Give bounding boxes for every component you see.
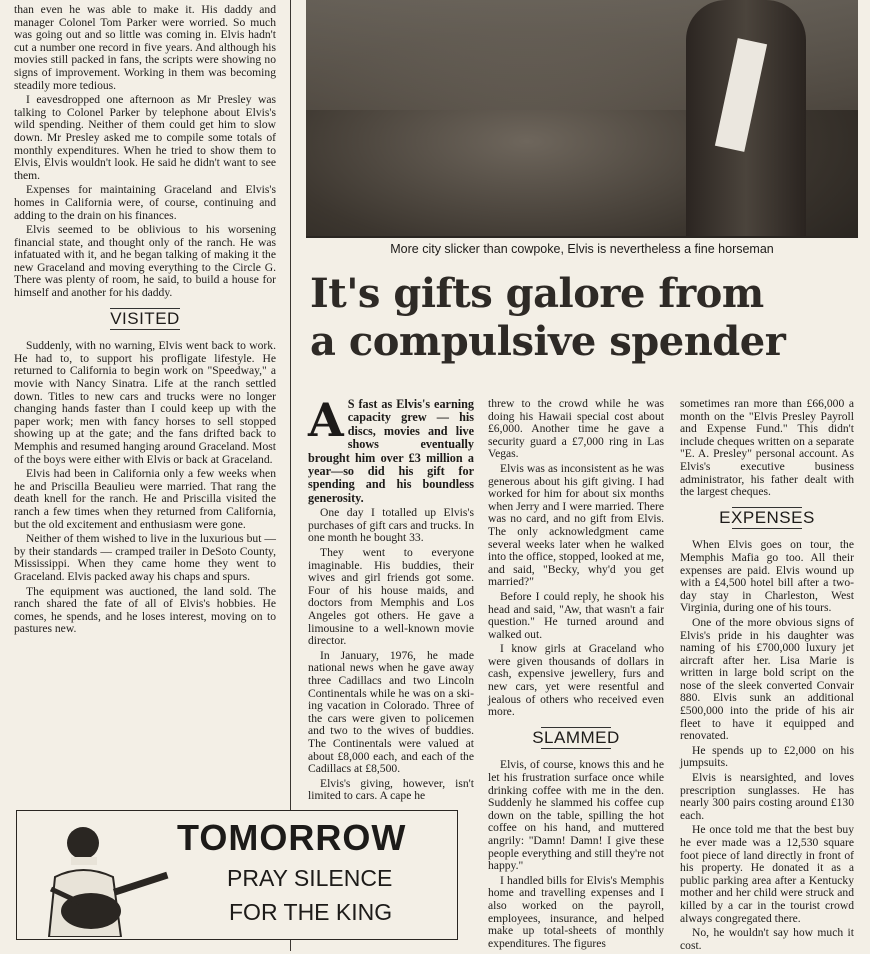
article-column-1 [14, 4, 276, 638]
column-divider [290, 0, 291, 951]
lead-text: S fast as Elvis's earning capacity grew — his discs, movies and live shows eventually brought him over £3 million a year—so did his gift for spending and his boundless generosity. [308, 397, 474, 505]
paragraph: Elvis had been in California only a few weeks when he and Priscilla Beaulieu were married. That rang the death knell for the ranch. He and Priscilla visited the ranch a few times when they returned from California, but the old excitement and enthusiasm were gone. [14, 467, 276, 531]
lead-paragraph [308, 393, 474, 505]
subhead-rule [110, 329, 180, 330]
paragraph: sometimes ran more than £66,000 a month on the "Elvis Presley Payroll and Expense Fund." This didn't include cheques written on a separate "E. A. Presley" personal account. As Elvis's executive business administrator, his father dealt with the largest cheques. [680, 397, 854, 499]
paragraph: In January, 1976, he made national news when he gave away three Cadillacs and two Lincoln Continentals while he was on a ski-ing vacation in Colorado. Three of the cars were given to policemen and two to the wives of buddies. The Continentals were valued at about £8,000 each, and each of the Cadillacs at £8,500. [308, 648, 474, 776]
paragraph: Before I could reply, he shook his head and said, "Aw, that wasn't a fair question." He turned around and walked out. [488, 589, 664, 641]
subhead-label: SLAMMED [532, 727, 620, 747]
paragraph: He spends up to £2,000 on his jumpsuits. [680, 743, 854, 770]
paragraph: Elvis, of course, knows this and he let his frustration surface once while drinking coffee with me in the den. Suddenly he slammed his coffee cup down on the table, spilling the hot coffee on his hand, and muttered angrily: "Damn! Damn! I give these people everything and still they're not happy." [488, 758, 664, 873]
paragraph: threw to the crowd while he was doing his Hawaii special cost about £6,000. Another time he gave a security guard a £7,000 ring in Las Vegas. [488, 397, 664, 461]
article-column-2 [308, 393, 474, 805]
subhead-label: EXPENSES [719, 507, 815, 527]
paragraph: One of the more obvious signs of Elvis's pride in his daughter was naming of his £700,000 luxury jet aircraft after her. Lisa Marie is written in large bold script on the nose of the sleek converted Convair 880. Elvis sunk an additional £500,000 into the pride of his air fleet to have it equipped and renovated. [680, 615, 854, 743]
paragraph: I know girls at Graceland who were given thousands of dollars in cash, expensive jewellery, furs and new cars, yet were resentful and jealous of others who received even more. [488, 642, 664, 719]
paragraph: Elvis was as inconsistent as he was generous about his gift giving. I had worked for him for about six months when Jerry and I were married. There was no card, and no gift from Elvis. The only acknowledgment came several weeks later when he walked into the office, stopped, looked at me, and said, "Becky, why'd you get married?" [488, 461, 664, 589]
subhead-label: VISITED [110, 308, 180, 328]
paragraph: The equipment was auctioned, the land sold. The ranch shared the fate of all of Elvis's hobbies. He comes, he spends, and he loses interest, moving on to pastures new. [14, 584, 276, 636]
drop-cap: A [308, 393, 344, 447]
paragraph: Elvis is nearsighted, and loves prescription sunglasses. He has nearly 300 pairs costing around £130 each. [680, 771, 854, 822]
paragraph: Neither of them wished to live in the luxurious but — by their standards — cramped trailer in DeSoto County, Mississippi. When they came home they went to Graceland. Elvis packed away his chaps and spurs. [14, 532, 276, 583]
paragraph: Elvis's giving, however, isn't limited to cars. A cape he [308, 776, 474, 803]
subhead-rule [732, 528, 802, 529]
headline-line-2: a compulsive spender [310, 318, 786, 365]
subhead-rule [541, 748, 611, 749]
paragraph: One day I totalled up Elvis's purchases of gift cars and trucks. In one month he bought 33. [308, 506, 474, 545]
paragraph: Expenses for maintaining Graceland and Elvis's homes in California were, of course, continuing and adding to the drain on his finances. [14, 183, 276, 222]
headline-line-1: It's gifts galore from [310, 270, 764, 317]
paragraph: No, he wouldn't say how much it cost. [680, 926, 854, 952]
paragraph: They went to everyone imaginable. His buddies, their wives and girl friends got some. Four of his house maids, and doctors from Memphis and Los Angeles got others. He gave a limousine to a well-known movie director. [308, 546, 474, 648]
subhead-expenses [680, 507, 854, 530]
subhead-visited [14, 308, 276, 331]
horseman-photo [306, 0, 858, 238]
paragraph: I eavesdropped one afternoon as Mr Presley was talking to Colonel Parker by telephone about Elvis's wild spending. Neither of them could get him to slow down. Mr Presley asked me to compile some totals of monthly expenditures. When he tried to show them to Elvis, Elvis wouldn't look. He said he didn't want to see them. [14, 93, 276, 182]
subhead-slammed [488, 727, 664, 750]
tomorrow-promo-box [16, 810, 458, 940]
guitarist-illustration [21, 819, 171, 937]
article-column-4 [680, 398, 854, 954]
promo-title: TOMORROW [177, 817, 407, 858]
paragraph: When Elvis goes on tour, the Memphis Mafia go too. All their expenses are paid. Elvis wound up with a £4,500 hotel bill after a two-day stay in Charleston, West Virginia, during one of his tours. [680, 538, 854, 615]
article-column-3 [488, 398, 664, 952]
paragraph: than even he was able to make it. His daddy and manager Colonel Tom Parker were worried. So much was going out and so little was coming in. Elvis hadn't cut a number one record in five years. And although his movies still packed in fans, the scripts were showing no signs of improvement. Working in them was becoming steadily more tedious. [14, 3, 276, 92]
paragraph: He once told me that the best buy he ever made was a 12,530 square foot piece of land directly in front of his property. He donated it as a public parking area after a Kentucky mother and her child were struck and killed by a car in the tourist crowd always congregated there. [680, 823, 854, 925]
paragraph: Elvis seemed to be oblivious to his worsening financial state, and thought only of the ranch. He was infatuated with it, and he began talking of making it the new Graceland and moving everything to the Circle G. There was plenty of room, he said, to build a house for himself and another for his daddy. [14, 223, 276, 300]
headline [306, 270, 866, 366]
photo-caption: More city slicker than cowpoke, Elvis is nevertheless a fine horseman [390, 242, 774, 256]
paragraph: Suddenly, with no warning, Elvis went back to work. He had to, to support his profligate lifestyle. He returned to California to begin work on "Speedway," a movie with Nancy Sinatra. Life at the ranch settled down. Titles to new cars and trucks were no longer changing hands faster than I could keep up with the paper work; men with fancy horses to sell stopped showing up at the gate; and the fans drifted back to Memphis and resumed hanging around Graceland. Most of the boys were either with Elvis or back at Graceland. [14, 339, 276, 466]
promo-subtitle-line-1: PRAY SILENCE [227, 865, 393, 891]
promo-subtitle-line-2: FOR THE KING [229, 899, 393, 925]
paragraph: I handled bills for Elvis's Memphis home and travelling expenses and I also worked on the payroll, employees, insurance, and helped make up total-sheets of monthly expenditures. The figures [488, 873, 664, 950]
